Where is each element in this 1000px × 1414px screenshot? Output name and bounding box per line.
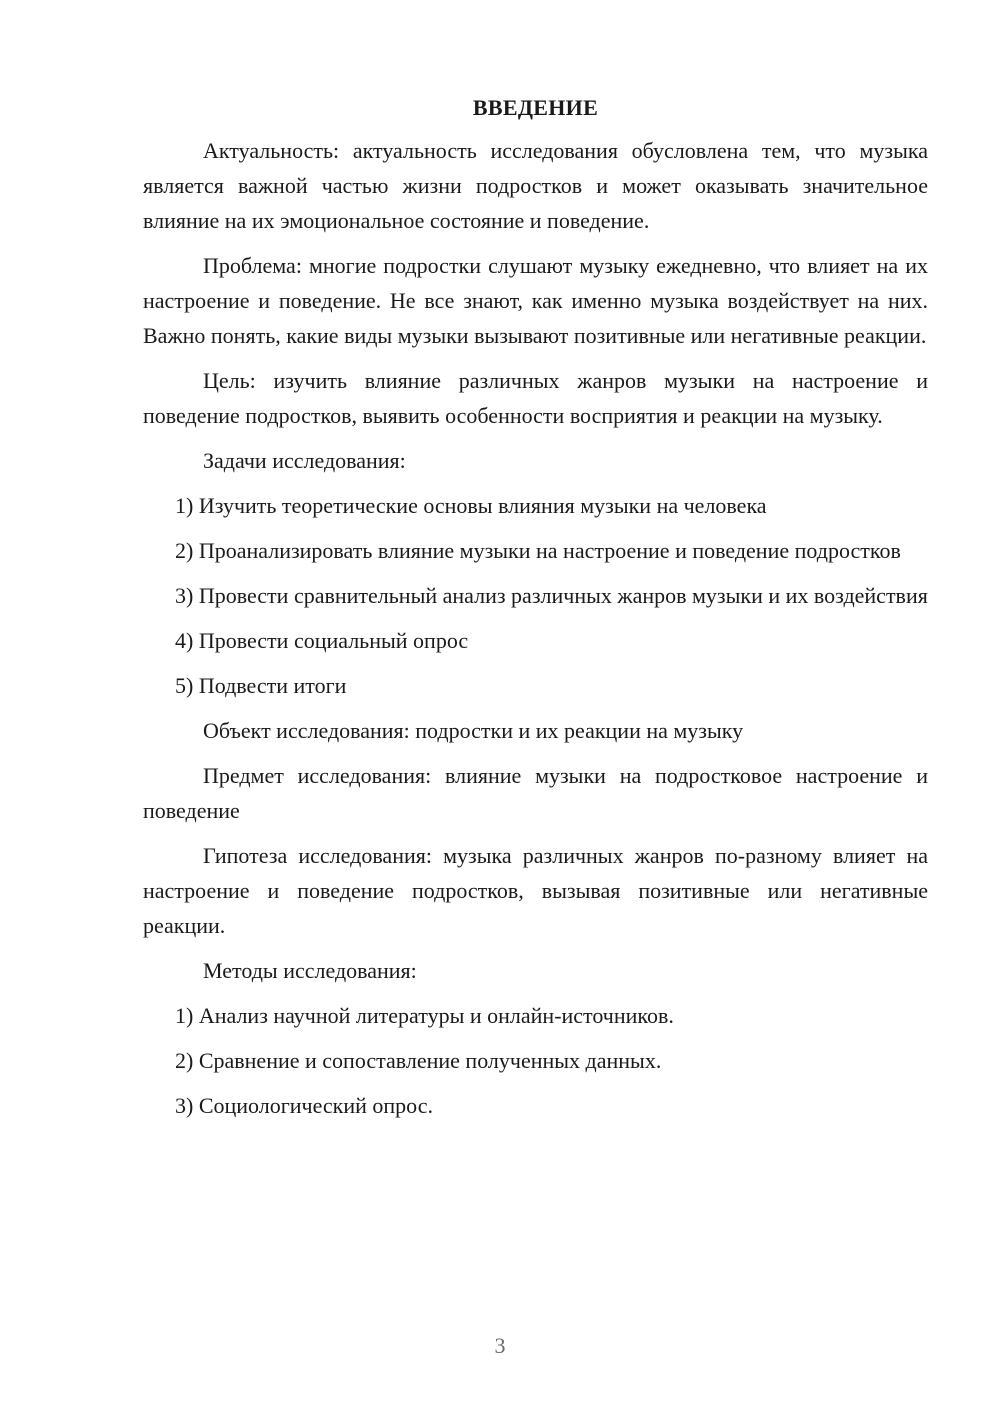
paragraph-object: Объект исследования: подростки и их реакции на музыку: [203, 718, 744, 743]
paragraph-goal: Цель: изучить влияние различных жанров музыки на настроение и поведение подростков, выявить особенности восприятия и реакции на музыку.: [143, 368, 928, 428]
page-number: 3: [494, 1333, 506, 1358]
paragraph-problem: Проблема: многие подростки слушают музыку ежедневно, что влияет на их настроение и поведение. Не все знают, как именно музыка воздействует на них. Важно понять, какие виды музыки вызывают позитивные или негативные реакции.: [143, 253, 928, 348]
method-item-1: 1) Анализ научной литературы и онлайн-источников.: [175, 1003, 674, 1028]
task-item-4: 4) Провести социальный опрос: [175, 628, 469, 653]
paragraph-relevance: Актуальность: актуальность исследования обусловлена тем, что музыка является важной частью жизни подростков и может оказывать значительное влияние на их эмоциональное состояние и поведение.: [143, 138, 928, 233]
paragraph-subject: Предмет исследования: влияние музыки на подростковое настроение и поведение: [143, 763, 928, 823]
method-item-2: 2) Сравнение и сопоставление полученных данных.: [175, 1048, 662, 1073]
tasks-heading: Задачи исследования:: [203, 448, 406, 473]
page-content: [143, 90, 928, 1133]
method-item-3: 3) Социологический опрос.: [175, 1093, 433, 1118]
methods-heading: Методы исследования:: [203, 958, 417, 983]
section-title: ВВЕДЕНИЕ: [472, 95, 599, 120]
task-item-1: 1) Изучить теоретические основы влияния музыки на человека: [175, 493, 767, 518]
task-item-3: 3) Провести сравнительный анализ различных жанров музыки и их воздействия: [175, 583, 928, 608]
task-item-2: 2) Проанализировать влияние музыки на настроение и поведение подростков: [175, 538, 901, 563]
paragraph-hypothesis: Гипотеза исследования: музыка различных жанров по-разному влияет на настроение и поведение подростков, вызывая позитивные или негативные реакции.: [143, 843, 928, 938]
task-item-5: 5) Подвести итоги: [175, 673, 347, 698]
